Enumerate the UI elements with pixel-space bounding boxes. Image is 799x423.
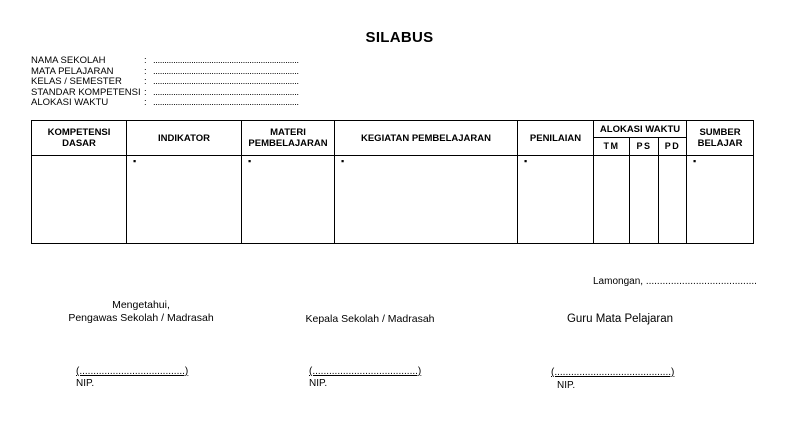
document-title: SILABUS [365,29,434,46]
signature-kepala-nip: NIP. [309,378,328,389]
info-fill-line: ................................................................. [153,97,299,109]
info-colon: : [144,86,147,98]
cell-ps [630,156,659,244]
signature-pengawas-title [66,299,216,325]
subheader-pd: PD [659,138,687,156]
cell-indikator [127,156,242,244]
signature-kepala-blank: (......................................) [309,366,422,377]
header-indikator: INDIKATOR [127,121,242,156]
info-colon: : [144,76,147,88]
info-colon: : [144,55,147,66]
header-materi-pembelajaran: MATERI PEMBELAJARAN [242,121,335,156]
cell-sumber-belajar [687,156,754,244]
signature-guru-blank: (..........................................) [551,367,675,378]
cell-tm [594,156,630,244]
cell-penilaian [518,156,594,244]
signature-guru-nip: NIP. [557,380,576,391]
header-kegiatan-pembelajaran: KEGIATAN PEMBELAJARAN [335,121,518,156]
bullet-icon: ▪ [341,156,345,166]
signature-pengawas-line2: Pengawas Sekolah / Madrasah [68,312,214,324]
header-alokasi-waktu: ALOKASI WAKTU [594,121,687,138]
signature-pengawas-blank: (......................................) [76,366,189,377]
header-sumber-belajar: SUMBER BELAJAR [687,121,754,156]
info-fill-line: ................................................................. [153,65,299,77]
subheader-tm: TM [594,138,630,156]
signature-pengawas-line1: Mengetahui, [112,299,170,311]
info-label: STANDAR KOMPETENSI [31,86,141,98]
bullet-icon: ▪ [133,156,137,166]
info-colon: : [144,97,147,109]
signature-guru-title: Guru Mata Pelajaran [566,313,674,325]
cell-kegiatan [335,156,518,244]
cell-pd [659,156,687,244]
info-fill-line: ................................................................. [153,55,299,66]
info-fill-line: ................................................................. [153,76,299,88]
bullet-icon: ▪ [524,156,528,166]
cell-materi [242,156,335,244]
signature-kepala-title: Kepala Sekolah / Madrasah [305,313,435,325]
signature-pengawas-nip: NIP. [76,378,95,389]
info-label: ALOKASI WAKTU [31,97,109,109]
syllabus-table [31,120,754,244]
info-label: NAMA SEKOLAH [31,55,106,66]
info-label: KELAS / SEMESTER [31,76,122,88]
header-kompetensi-dasar: KOMPETENSI DASAR [32,121,127,156]
bullet-icon: ▪ [693,156,697,166]
info-fill-line: ................................................................. [153,86,299,98]
cell-kompetensi-dasar [32,156,127,244]
bullet-icon: ▪ [248,156,252,166]
info-colon: : [144,65,147,77]
place-date: Lamongan, ........................................ [593,276,757,287]
header-penilaian: PENILAIAN [518,121,594,156]
info-label: MATA PELAJARAN [31,65,114,77]
subheader-ps: PS [630,138,659,156]
